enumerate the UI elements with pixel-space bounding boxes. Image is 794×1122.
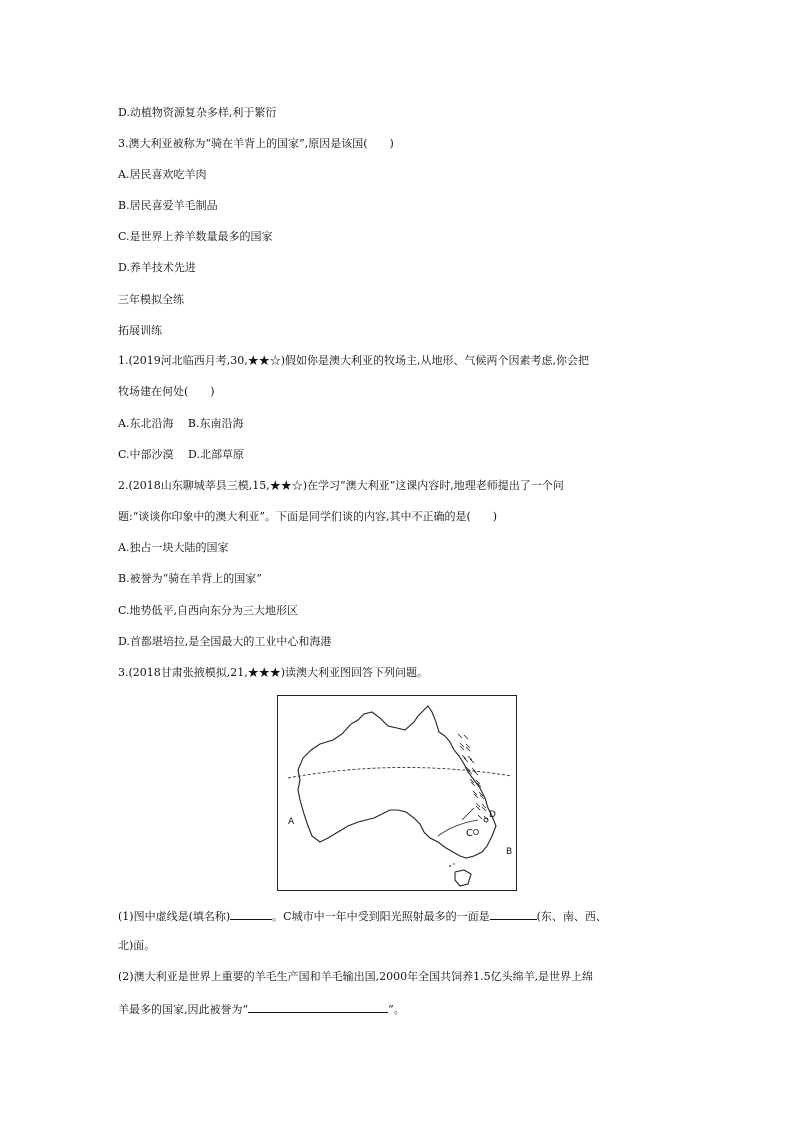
sub-question-1-line-2: 北)面。 (118, 939, 156, 952)
sub-question-1-text-b: 。C城市中一年中受到阳光照射最多的一面是 (272, 910, 490, 923)
sub-question-1-line-1 (118, 908, 607, 924)
sub-question-2-line-1: (2)澳大利亚是世界上重要的羊毛生产国和羊毛输出国,2000年全国共饲养1.5亿头绵羊,是世界上绵 (118, 970, 594, 983)
city-c-marker (474, 830, 479, 835)
section-subtitle: 拓展训练 (118, 324, 162, 337)
sub-question-2-line-2 (118, 1001, 405, 1017)
question-1-line-2: 牧场建在何处( ) (118, 385, 215, 398)
option-b: B.居民喜爱羊毛制品 (118, 199, 218, 212)
question-2-option-d: D.首都堪培拉,是全国最大的工业中心和海港 (118, 635, 332, 648)
answer-blank-1[interactable] (230, 908, 272, 920)
australia-map (277, 695, 517, 891)
option-a: A.居民喜欢吃羊肉 (118, 168, 207, 181)
tasmania-outline (455, 870, 471, 886)
text-line-1: D.动植物资源复杂多样,利于繁衍 (118, 106, 277, 119)
answer-blank-3[interactable] (248, 1001, 388, 1013)
question-1-options-ab: A.东北沿海 B.东南沿海 (118, 417, 244, 430)
question-1-options-cd: C.中部沙漠 D.北部草原 (118, 448, 244, 461)
map-label-b: B (506, 847, 513, 857)
question-3-intro: 3.(2018甘肃张掖模拟,21,★★★)读澳大利亚图回答下列问题。 (118, 666, 429, 679)
city-d-marker (484, 818, 488, 822)
map-label-c: C (466, 828, 473, 839)
river (462, 808, 474, 820)
question-3: 3.澳大利亚被称为“骑在羊背上的国家”,原因是该国( ) (118, 137, 394, 150)
map-label-d: D (489, 810, 496, 820)
option-c: C.是世界上养羊数量最多的国家 (118, 230, 273, 243)
section-title: 三年模拟全练 (118, 293, 184, 306)
question-2-line-1: 2.(2018山东聊城莘县三模,15,★★☆)在学习“澳大利亚”这课内容时,地理老师提出了一个问 (118, 479, 564, 492)
tropic-line (288, 767, 512, 778)
sub-question-2-text-b: ”。 (388, 1003, 405, 1016)
question-2-option-b: B.被誉为“骑在羊背上的国家” (118, 572, 262, 585)
question-1-line-1: 1.(2019河北临西月考,30,★★☆)假如你是澳大利亚的牧场主,从地形、气候两个因素考虑,你会把 (118, 354, 590, 367)
question-2-option-a: A.独占一块大陆的国家 (118, 541, 229, 554)
map-label-a: A (288, 817, 295, 827)
sub-question-1-text-a: (1)图中虚线是(填名称) (118, 910, 231, 923)
sub-question-1-text-c: (东、南、西、 (536, 910, 607, 923)
option-d: D.养羊技术先进 (118, 261, 196, 274)
sub-question-2-text-a: 羊最多的国家,因此被誉为“ (118, 1003, 249, 1016)
answer-blank-2[interactable] (490, 908, 537, 920)
mountain-range (458, 734, 488, 820)
question-2-option-c: C.地势低平,自西向东分为三大地形区 (118, 604, 299, 617)
question-2-line-2: 题:“谈谈你印象中的澳大利亚”。下面是同学们谈的内容,其中不正确的是( ) (118, 510, 498, 523)
